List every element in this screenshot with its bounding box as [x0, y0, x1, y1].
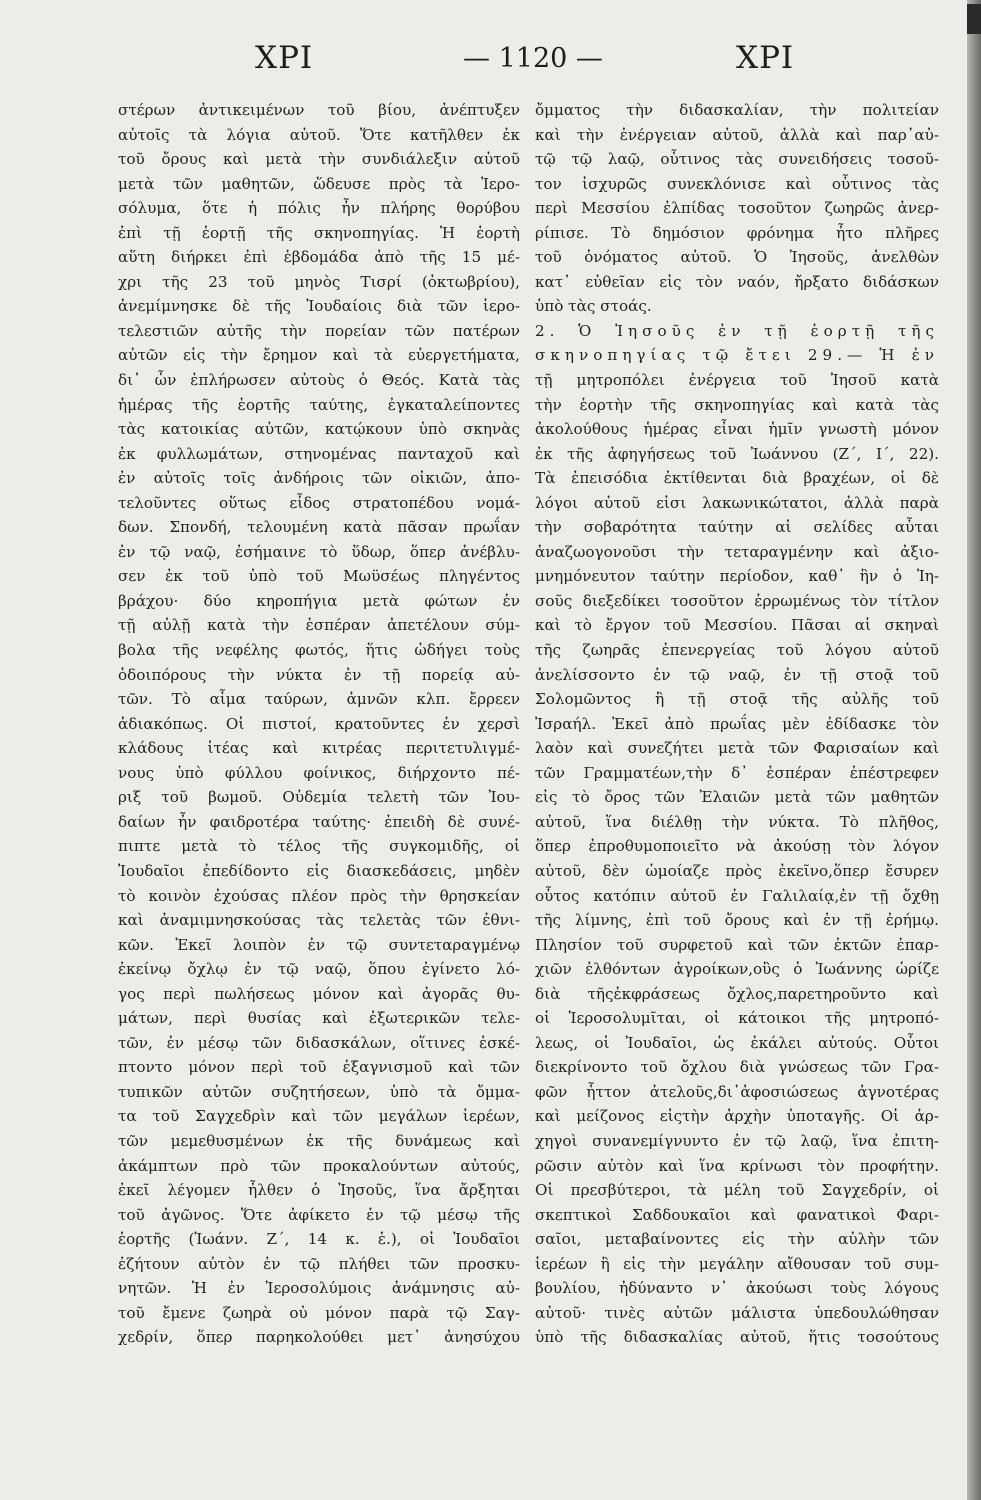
text-line: ὑπὸ τῆς διδασκαλίας αὐτοῦ, ἥτις τοσούτους [535, 1328, 939, 1347]
text-line: πτοντο μόνον περὶ τοῦ ἐξαγνισμοῦ καὶ τῶν [118, 1058, 520, 1077]
text-line: νητῶν. Ἡ ἐν Ἱεροσολύμοις ἀνάμνησις αὐ- [118, 1279, 520, 1298]
text-line: Τὰ ἐπεισόδια ἐκτίθενται διὰ βραχέων, οἱ δὲ [535, 469, 939, 488]
text-line: ριξ τοῦ βωμοῦ. Οὐδεμία τελετὴ τῶν Ἰου- [118, 788, 520, 807]
text-line: αὐτοῦ, ἵνα διέλθῃ τὴν νύκτα. Τὸ πλῆθος, [535, 812, 939, 831]
text-line: χηγοὶ συνανεμίγνυντο ἐν τῷ λαῷ, ἵνα ἐπιτη- [535, 1131, 939, 1150]
right-text-column [535, 98, 939, 1438]
text-line: τον ἰσχυρῶς συνεκλόνισε καὶ οὗτινος τὰς [535, 174, 939, 193]
text-line: διεκρίνοντο τοῦ ὄχλου διὰ γνώσεως τῶν Γρα- [535, 1058, 939, 1077]
text-line: ἀνεμίμνησκε δὲ τῆς Ἰουδαίοις διὰ τῶν ἱερο- [118, 297, 520, 316]
text-line: τοῦ ἀγῶνος. Ὅτε ἀφίκετο ἐν τῷ μέσῳ τῆς [118, 1205, 520, 1224]
text-line: σεν ἐκ τοῦ ὑπὸ τοῦ Μωϋσέως πληγέντος [118, 567, 520, 586]
text-line: τοῦ ὀνόματος αὐτοῦ. Ὁ Ἰησοῦς, ἀνελθὼν [535, 248, 939, 267]
text-line: τῶν, ἐν μέσῳ τῶν διδασκάλων, οἵτινες ἐσκέ- [118, 1033, 520, 1052]
text-line: ἑορτῆς (Ἰωάνν. Ζ´, 14 κ. ἑ.), οἱ Ἰουδαῖοι [118, 1230, 520, 1249]
text-line: ἐκείνῳ ὄχλῳ ἐν τῷ ναῷ, ὅπου ἐγίνετο λό- [118, 960, 520, 979]
text-line: ρῶσιν αὐτὸν καὶ ἵνα κρίνωσι τὸν προφήτην. [535, 1156, 939, 1175]
text-line: χρι τῆς 23 τοῦ μηνὸς Τισρί (ὀκτωβρίου), [118, 272, 520, 291]
text-line: βουλίου, ἠδύναντο ν᾿ ἀκούωσι τοὺς λόγους [535, 1279, 939, 1298]
text-line: ἐκ φυλλωμάτων, στηνομένας πανταχοῦ καὶ [118, 444, 520, 463]
text-line: ἀναζωογονοῦσι τὴν τεταραγμένην καὶ ἀξιο- [535, 542, 939, 561]
text-line: κατ᾿ εὐθεῖαν εἰς τὸν ναόν, ἤρξατο διδάσκων [535, 272, 939, 291]
text-line: ἀκάμπτων πρὸ τῶν προκαλούντων αὐτούς, [118, 1156, 520, 1175]
text-line: στέρων ἀντικειμένων τοῦ βίου, ἀνέπτυξεν [118, 101, 520, 119]
text-line: περὶ Μεσσίου ἐλπίδας τοσοῦτον ζωηρῶς ἀνερ- [535, 199, 939, 218]
text-line: οὗτος κατόπιν αὐτοῦ ἐν Γαλιλαίᾳ,ἐν τῇ ὄχθῃ [535, 886, 939, 905]
text-line: κῶν. Ἐκεῖ λοιπὸν ἐν τῷ συντεταραγμένῳ [118, 935, 520, 954]
text-line: τῶν Γραμματέων,τὴν δ᾿ ἑσπέραν ἐπέστρεφεν [535, 763, 939, 782]
text-line: ἀκολούθους ἡμέρας εἶναι ἡμῖν γνωστὴ μόνον [535, 420, 939, 439]
text-line: τελοῦντες οὕτως εἶδος στρατοπέδου νομά- [118, 493, 520, 512]
text-line: τῶν μεμεθυσμένων ἐκ τῆς δυνάμεως καὶ [118, 1131, 520, 1150]
text-line: Σολομῶντος ἢ τῇ στοᾷ τῆς αὐλῆς τοῦ [535, 690, 939, 709]
running-head-right: ΧΡΙ [736, 40, 795, 76]
text-line: τυπικῶν αὐτῶν συζητήσεων, ὑπὸ τὰ ὄμμα- [118, 1082, 520, 1101]
text-line: ὄμματος τὴν διδασκαλίαν, τὴν πολιτείαν [535, 101, 939, 119]
text-line: αὐτοῖς τὰ λόγια αὐτοῦ. Ὅτε κατῆλθεν ἐκ [118, 125, 520, 144]
text-line: δων. Σπονδή, τελουμένη κατὰ πᾶσαν πρωΐαν [118, 518, 520, 537]
text-line: ἀνελίσσοντο ἐν τῷ ναῷ, ἐν τῇ στοᾷ τοῦ [535, 665, 939, 684]
text-line: νους ὑπὸ φύλλου φοίνικος, διήρχοντο πέ- [118, 763, 520, 782]
book-binding-edge [967, 0, 981, 1500]
text-line: σκηνοπηγίας τῷ ἔτει 29.— Ἡ ἐν [535, 346, 939, 365]
page-number: — 1120 — [463, 43, 603, 74]
text-line: Ἰουδαῖοι ἐπεδίδοντο εἰς διασκεδάσεις, μηδὲν [118, 861, 520, 880]
text-line: ἐπὶ τῇ ἑορτῇ τῆς σκηνοπηγίας. Ἡ ἑορτὴ [118, 223, 520, 242]
text-line: σκεπτικοὶ Σαδδουκαῖοι καὶ φανατικοὶ Φαρι- [535, 1205, 939, 1224]
text-line: ὅπερ ἐπροθυμοποιεῖτο νὰ ἀκούσῃ τὸν λόγον [535, 837, 939, 856]
text-line: μάτων, περὶ θυσίας καὶ ἐξωτερικῶν τελε- [118, 1009, 520, 1028]
text-line: τὰς κατοικίας αὐτῶν, κατῴκουν ὑπὸ σκηνὰς [118, 420, 520, 439]
text-line: ἐν τῷ ναῷ, ἐσήμαινε τὸ ὕδωρ, ὅπερ ἀνέβλυ- [118, 542, 520, 561]
text-line: 2. Ὁ Ἰησοῦς ἐν τῇ ἑορτῇ τῆς [535, 321, 939, 340]
text-line: δαίων ἦν φαιδροτέρα ταύτης· ἐπειδὴ δὲ συνέ- [118, 812, 520, 831]
text-line: Οἱ πρεσβύτεροι, τὰ μέλη τοῦ Σαγχεδρίν, οἱ [535, 1181, 939, 1200]
text-line: σοῦς διεξεδίκει τοσοῦτον ἐρρωμένως τὸν τίτλον [535, 591, 939, 610]
text-line: τὴν ἑορτὴν τῆς σκηνοπηγίας καὶ κατὰ τὰς [535, 395, 939, 414]
text-line: σαῖοι, μεταβαίνοντες εἰς τὴν αὐλὴν τῶν [535, 1230, 939, 1249]
text-line: ρίπισε. Τὸ δημόσιον φρόνημα ἦτο πλῆρες [535, 223, 939, 242]
text-line: τῆς λίμνης, ἐπὶ τοῦ ὄρους καὶ ἐν τῇ ἐρήμῳ. [535, 911, 939, 930]
text-line: τοῦ ὄρους καὶ μετὰ τὴν συνδιάλεξιν αὐτοῦ [118, 150, 520, 169]
text-line: ἐν αὐτοῖς τοῖς ἀνδήροις τῶν οἰκιῶν, ἀπο- [118, 469, 520, 488]
text-line: τὴν σοβαρότητα ταύτην αἱ σελίδες αὗται [535, 518, 939, 537]
text-line: ὁδοιπόρους τὴν νύκτα ἐν τῇ πορείᾳ αὐ- [118, 665, 520, 684]
text-line: μνημόνευτον ταύτην περίοδον, καθ᾿ ἣν ὁ Ἰη- [535, 567, 939, 586]
text-line: τὸ κοινὸν ἐχούσας πλέον πρὸς τὴν θρησκείαν [118, 886, 520, 905]
text-line: δι᾿ ὧν ἐπλήρωσεν αὐτοὺς ὁ Θεός. Κατὰ τὰς [118, 371, 520, 390]
text-line: καὶ τὸ ἔργον τοῦ Μεσσίου. Πᾶσαι αἱ σκηναὶ [535, 616, 939, 635]
text-line: καὶ μείζονος εἰςτὴν ἀρχὴν ὑποταγῆς. Οἱ ἀρ- [535, 1107, 939, 1126]
text-line: λόγοι αὐτοῦ εἰσι λακωνικώτατοι, ἀλλὰ παρὰ [535, 493, 939, 512]
text-line: ἐζήτουν αὐτὸν ἐν τῷ πλήθει τῶν προσκυ- [118, 1254, 520, 1273]
text-line: τελεστιῶν αὐτῆς τὴν πορείαν τῶν πατέρων [118, 321, 520, 340]
text-line: τοῦ ἔμενε ζωηρὰ οὐ μόνον παρὰ τῷ Σαγ- [118, 1303, 520, 1322]
text-line: καὶ ἀναμιμνησκούσας τὰς τελετὰς τῶν ἐθνι- [118, 911, 520, 930]
text-line: αὐτοῦ· τινὲς αὐτῶν μάλιστα ὑπεδουλώθησαν [535, 1303, 939, 1322]
text-line: τα τοῦ Σαγχεδρὶν καὶ τῶν μεγάλων ἱερέων, [118, 1107, 520, 1126]
text-line: χεδρίν, ὅπερ παρηκολούθει μετ᾿ ἀνησύχου [118, 1328, 520, 1347]
text-line: λεως, οἱ Ἰουδαῖοι, ὡς ἐκάλει αὐτούς. Οὗτοι [535, 1033, 939, 1052]
text-line: μετὰ τῶν μαθητῶν, ὥδευσε πρὸς τὰ Ἱερο- [118, 174, 520, 193]
text-line: αὐτοῦ, δὲν ὡμοίαζε πρὸς ἐκεῖνο,ὅπερ ἔσυρεν [535, 861, 939, 880]
text-line: σόλυμα, ὅτε ἡ πόλις ἦν πλήρης θορύβου [118, 199, 520, 218]
text-line: γος περὶ πωλήσεως μόνον καὶ ἀγορᾶς θυ- [118, 984, 520, 1003]
text-line: καὶ τὴν ἐνέργειαν αὐτοῦ, ἀλλὰ καὶ παρ᾿αὐ- [535, 125, 939, 144]
text-line: φῶν ἧττον ἀτελοῦς,δι᾿ἀφοσιώσεως ἀγνοτέρας [535, 1082, 939, 1101]
text-line: λαὸν καὶ συνεζήτει μετὰ τῶν Φαρισαίων καὶ [535, 739, 939, 758]
text-line: Ἰσραήλ. Ἐκεῖ ἀπὸ πρωΐας μὲν ἐδίδασκε τὸν [535, 714, 939, 733]
text-line: οἱ Ἱεροσολυμῖται, οἱ κάτοικοι τῆς μητροπό- [535, 1009, 939, 1028]
text-line: αὐτῶν εἰς τὴν ἔρημον καὶ τὰ εὐεργετήματα, [118, 346, 520, 365]
text-line: βράχου· δύο κηροπήγια μετὰ φώτων ἐν [118, 591, 520, 610]
text-line: ἐκ τῆς ἀφηγήσεως τοῦ Ἰωάννου (Ζ´, Ι´, 22). [535, 444, 939, 463]
page-header [0, 32, 981, 82]
text-line: αὕτη διήρκει ἐπὶ ἑβδομάδα ἀπὸ τῆς 15 μέ- [118, 248, 520, 267]
text-line: κλάδους ἰτέας καὶ κιτρέας περιτετυλιγμέ- [118, 739, 520, 758]
text-line: ἐκεῖ λέγομεν ἦλθεν ὁ Ἰησοῦς, ἵνα ἄρξηται [118, 1181, 520, 1200]
text-line: τῷ τῷ λαῷ, οὗτινος τὰς συνειδήσεις τοσοῦ- [535, 150, 939, 169]
text-line: τῆς ζωηρᾶς ἐπενεργείας τοῦ λόγου αὐτοῦ [535, 641, 939, 660]
page-edge-tab [967, 4, 981, 34]
text-line: πιπτε μετὰ τὸ τέλος τῆς συγκομιδῆς, οἱ [118, 837, 520, 856]
running-head-left: ΧΡΙ [255, 40, 314, 76]
text-line: ἀδιακόπως. Οἱ πιστοί, κρατοῦντες ἐν χερσὶ [118, 714, 520, 733]
text-line: ἡμέρας τῆς ἑορτῆς ταύτης, ἐγκαταλείποντες [118, 395, 520, 414]
text-line: ἱερέων ἢ εἰς τὴν μεγάλην αἴθουσαν τοῦ συμ- [535, 1254, 939, 1273]
text-line: τῇ μητροπόλει ἐνέργεια τοῦ Ἰησοῦ κατὰ [535, 371, 939, 390]
text-line: ὑπὸ τὰς στοάς. [535, 297, 652, 316]
text-line: βολα τῆς νεφέλης φωτός, ἥτις ὡδήγει τοὺς [118, 641, 520, 660]
text-line: διὰ τῆςἐκφράσεως ὄχλος,παρετηροῦντο καὶ [535, 984, 939, 1003]
text-line: Πλησίον τοῦ συρφετοῦ καὶ τῶν ἐκτῶν ἐπαρ- [535, 935, 939, 954]
text-line: τῇ αὐλῇ κατὰ τὴν ἑσπέραν ἀπετέλουν σύμ- [118, 616, 520, 635]
left-text-column [118, 98, 520, 1438]
text-line: τῶν. Τὸ αἷμα ταύρων, ἀμνῶν κλπ. ἔρρεεν [118, 690, 520, 709]
text-line: εἰς τὸ ὄρος τῶν Ἐλαιῶν μετὰ τῶν μαθητῶν [535, 788, 939, 807]
text-line: χιῶν ἐλθόντων ἀγροίκων,οὓς ὁ Ἰωάννης ὡρίζε [535, 960, 939, 979]
